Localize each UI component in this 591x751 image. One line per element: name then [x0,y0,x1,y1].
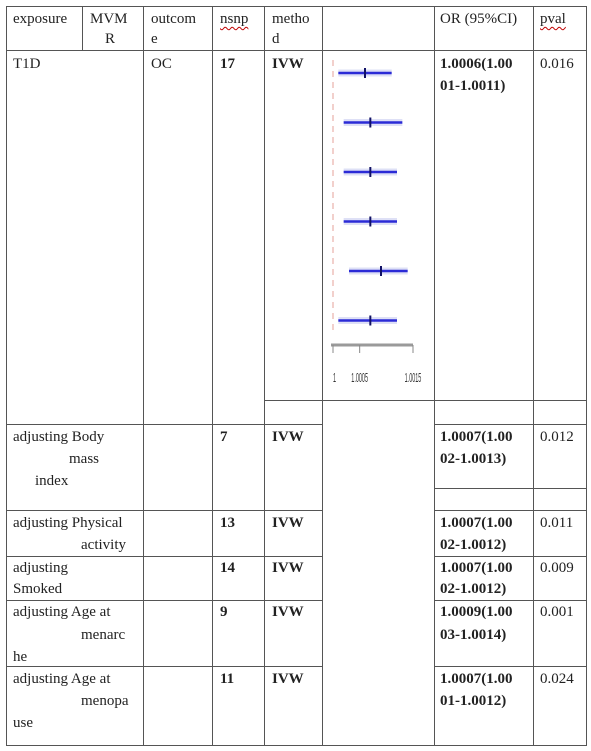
row-exposure-cont: index [35,473,69,489]
row-or: 1.0007(1.00 [440,560,513,576]
row-or-cont: 02-1.0012) [440,581,507,597]
table-border-right [586,6,587,746]
row-line [434,666,586,667]
row-method: IVW [272,515,304,531]
col-line [264,6,265,746]
row-pval: 0.011 [540,515,574,531]
row-or-cont: 01-1.0012) [440,693,507,709]
row-line [6,510,322,511]
row-or-cont: 01-1.0011) [440,78,506,94]
row-or-cont: 02-1.0012) [440,537,507,553]
row-pval: 0.009 [540,560,574,576]
header-outcome: outcom [151,11,196,27]
header-method-cont: d [272,31,280,47]
x-axis-tick-label: 1.0005 [351,371,369,386]
row-exposure: adjusting Physical [13,515,123,531]
row-method: IVW [272,560,304,576]
col-line [82,6,83,51]
header-or: OR (95%CI) [440,11,518,27]
row-line [434,488,586,489]
row-exposure: adjusting [13,560,68,576]
row-pval: 0.016 [540,56,574,72]
row-or: 1.0009(1.00 [440,604,513,620]
row-pval: 0.012 [540,429,574,445]
row-method: IVW [272,56,304,72]
row-method: IVW [272,671,304,687]
header-mvmr-cont: R [105,31,116,47]
table-border-bottom [6,745,586,746]
row-nsnp: 7 [220,429,228,445]
header-exposure: exposure [13,11,68,27]
row-pval: 0.001 [540,604,574,620]
header-nsnp: nsnp [220,11,249,27]
header-method: metho [272,11,310,27]
row-or-cont: 03-1.0014) [440,627,507,643]
col-line [322,6,323,746]
row-exposure-cont: use [13,715,33,731]
row-exposure-cont: activity [81,537,126,553]
row-nsnp: 14 [220,560,235,576]
row-exposure-cont: menopa [81,693,129,709]
col-line [533,6,534,746]
row-line [6,666,322,667]
row-line [264,400,586,401]
row-or: 1.0007(1.00 [440,671,513,687]
x-axis-tick-label: 1 [333,371,337,386]
header-bottom-line [6,50,586,51]
row-line [6,424,322,425]
row-exposure-cont: Smoked [13,581,63,597]
header-pval: pval [540,11,566,27]
row-exposure-cont: he [13,649,28,665]
table-border-left [6,6,7,746]
row-method: IVW [272,604,304,620]
header-outcome-cont: e [151,31,158,47]
row-or: 1.0007(1.00 [440,515,513,531]
row-line [434,424,586,425]
forest-plot [325,55,425,400]
row-exposure: adjusting Age at [13,671,111,687]
row-pval: 0.024 [540,671,574,687]
row-nsnp: 17 [220,56,235,72]
col-line [143,6,144,746]
row-or: 1.0006(1.00 [440,56,513,72]
row-exposure: adjusting Body [13,429,105,445]
row-exposure-cont: mass [69,451,99,467]
row-line [434,510,586,511]
col-line [212,6,213,746]
row-exposure-cont: menarc [81,627,126,643]
row-outcome: OC [151,56,172,72]
row-or: 1.0007(1.00 [440,429,513,445]
row-nsnp: 11 [220,671,235,687]
row-nsnp: 9 [220,604,228,620]
table-border-top [6,6,586,7]
row-method: IVW [272,429,304,445]
header-mvmr: MVM [90,11,128,27]
col-line [434,6,435,746]
row-nsnp: 13 [220,515,235,531]
row-exposure: adjusting Age at [13,604,111,620]
row-exposure: T1D [13,56,41,72]
row-or-cont: 02-1.0013) [440,451,507,467]
x-axis-tick-label: 1.0015 [404,371,422,386]
